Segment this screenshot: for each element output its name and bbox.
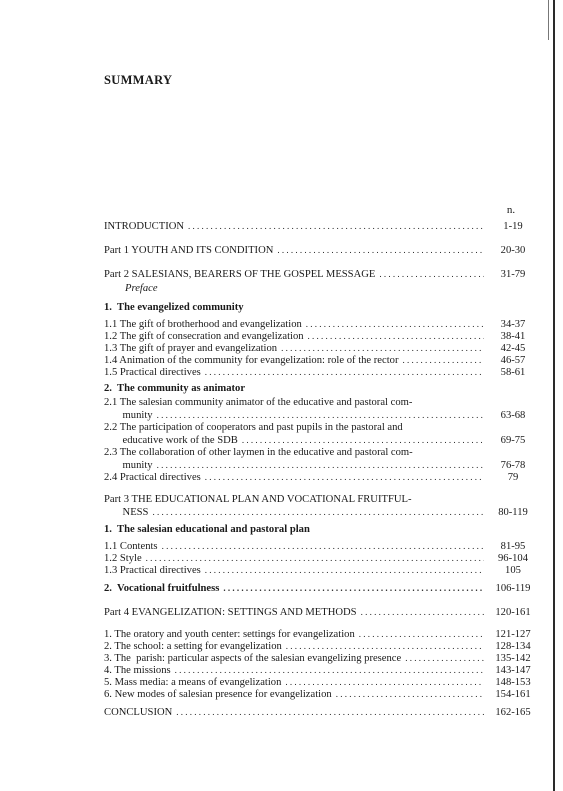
toc-entry-number: 154-161 — [495, 689, 531, 700]
dot-leader — [223, 582, 484, 594]
toc-entry-label: 1. The evangelized community — [104, 302, 244, 313]
dot-leader — [359, 628, 484, 640]
toc-entry-label: 5. Mass media: a means of evangelization — [104, 677, 282, 688]
dot-leader — [361, 606, 484, 618]
toc-entry-label: 2.4 Practical directives — [104, 472, 201, 483]
dot-leader — [281, 342, 484, 354]
toc-entry-label: NESS — [104, 507, 149, 518]
dot-leader — [286, 640, 484, 652]
toc-entry-number: 120-161 — [495, 607, 531, 618]
toc-entry-number: 148-153 — [495, 677, 531, 688]
preface-label: Preface — [125, 283, 158, 294]
toc-row — [104, 447, 488, 459]
dot-leader — [405, 652, 484, 664]
toc-row — [104, 524, 488, 536]
toc-entry-label: 1.5 Practical directives — [104, 367, 201, 378]
toc-row — [104, 422, 488, 434]
toc-entry-number: 80-119 — [498, 507, 528, 518]
toc-entry-label: 2. The community as animator — [104, 383, 246, 394]
dot-leader — [146, 552, 484, 564]
dot-leader — [152, 506, 484, 518]
toc-row — [104, 220, 523, 233]
toc-entry-number: 38-41 — [500, 331, 526, 342]
toc-entry-label: 1. The oratory and youth center: settings for evangelization — [104, 629, 355, 640]
dot-leader — [157, 459, 484, 471]
toc-row — [104, 366, 526, 379]
toc-entry-number: 106-119 — [495, 583, 531, 594]
toc-row — [104, 688, 531, 701]
toc-row — [104, 383, 488, 395]
toc-row — [104, 409, 526, 422]
toc-entry-number: 31-79 — [500, 269, 526, 280]
toc-row — [104, 471, 519, 484]
toc-entry-label: 4. The missions — [104, 665, 171, 676]
toc-entry-label: 1.2 Style — [104, 553, 142, 564]
toc-entry-label: munity — [104, 410, 153, 421]
toc-entry-number: 79 — [507, 472, 519, 483]
toc-entry-label: INTRODUCTION — [104, 221, 185, 232]
dot-leader — [205, 564, 484, 576]
dot-leader — [176, 706, 484, 718]
toc-entry-number: 76-78 — [500, 460, 526, 471]
toc-row — [104, 506, 528, 519]
toc-row — [104, 564, 521, 577]
toc-row — [104, 244, 526, 257]
toc-entry-label: Part 2 SALESIANS, BEARERS OF THE GOSPEL MESSAGE — [104, 269, 376, 280]
toc-entry-label: 2.1 The salesian community animator of the educative and pastoral com- — [104, 397, 413, 408]
dot-leader — [188, 220, 484, 232]
toc-entry-label: Part 4 EVANGELIZATION: SETTINGS AND METHODS — [104, 607, 357, 618]
toc-entry-label: educative work of the SDB — [104, 435, 238, 446]
toc-entry-label: 2. Vocational fruitfulness — [104, 583, 220, 594]
toc-entry-number: 1-19 — [503, 221, 523, 232]
dot-leader — [336, 688, 484, 700]
dot-leader — [308, 330, 484, 342]
dot-leader — [285, 676, 484, 688]
toc-entry-number: 46-57 — [500, 355, 526, 366]
page-title: SUMMARY — [104, 73, 173, 87]
toc-entry-label: 1.3 Practical directives — [104, 565, 201, 576]
toc-entry-number: 121-127 — [495, 629, 531, 640]
dot-leader — [277, 244, 484, 256]
toc-row — [104, 434, 526, 447]
dot-leader — [402, 354, 484, 366]
dot-leader — [175, 664, 484, 676]
toc-entry-label: CONCLUSION — [104, 707, 173, 718]
dot-leader — [162, 540, 484, 552]
toc-entry-label: 2. The school: a setting for evangelization — [104, 641, 282, 652]
toc-row — [104, 268, 526, 281]
toc-entry-number: 96-104 — [497, 553, 528, 564]
toc-entry-number: 128-134 — [495, 641, 531, 652]
toc-entry-number: 105 — [505, 565, 521, 576]
dot-leader — [242, 434, 484, 446]
toc-entry-number: 162-165 — [495, 707, 531, 718]
dot-leader — [157, 409, 484, 421]
toc-entry-number: 143-147 — [495, 665, 531, 676]
toc-entry-number: 69-75 — [500, 435, 526, 446]
toc-entry-number: 20-30 — [500, 245, 526, 256]
toc-row — [104, 397, 488, 409]
page-edge-mark — [548, 0, 549, 40]
dot-leader — [205, 366, 484, 378]
toc-entry-label: Part 3 THE EDUCATIONAL PLAN AND VOCATIONAL FRUITFUL- — [104, 494, 412, 505]
toc-entry-number: 34-37 — [500, 319, 526, 330]
toc-entry-label: 1.3 The gift of prayer and evangelization — [104, 343, 278, 354]
toc-entry-label: Part 1 YOUTH AND ITS CONDITION — [104, 245, 274, 256]
toc-row — [104, 606, 531, 619]
toc-entry-number: 63-68 — [500, 410, 526, 421]
toc-entry-number: 58-61 — [500, 367, 526, 378]
toc-entry-number: 135-142 — [495, 653, 531, 664]
dot-leader — [306, 318, 484, 330]
toc-entry-label: 6. New modes of salesian presence for evangelization — [104, 689, 332, 700]
toc-entry-number: 81-95 — [500, 541, 526, 552]
toc-entry-label: 2.2 The participation of cooperators and past pupils in the pastoral and — [104, 422, 403, 433]
toc-entry-label: 1.1 The gift of brotherhood and evangelization — [104, 319, 302, 330]
toc-entry-label: 1.2 The gift of consecration and evangelization — [104, 331, 304, 342]
dot-leader — [379, 268, 484, 280]
dot-leader — [205, 471, 484, 483]
page-edge — [553, 0, 555, 791]
toc-entry-label: munity — [104, 460, 153, 471]
toc-row — [104, 582, 531, 595]
toc-entry-label: 1.4 Animation of the community for evangelization: role of the rector — [104, 355, 399, 366]
toc-entry-number: 42-45 — [500, 343, 526, 354]
toc-entry-label: 3. The parish: particular aspects of the salesian evangelizing presence — [104, 653, 402, 664]
toc-row — [104, 706, 531, 719]
toc-entry-label: 1.1 Contents — [104, 541, 158, 552]
toc-entry-label: 2.3 The collaboration of other laymen in the educative and pastoral com- — [104, 447, 413, 458]
number-column-header: n. — [506, 204, 516, 216]
toc-entry-label: 1. The salesian educational and pastoral plan — [104, 524, 310, 535]
toc-row — [104, 494, 488, 506]
toc-row — [104, 302, 488, 314]
